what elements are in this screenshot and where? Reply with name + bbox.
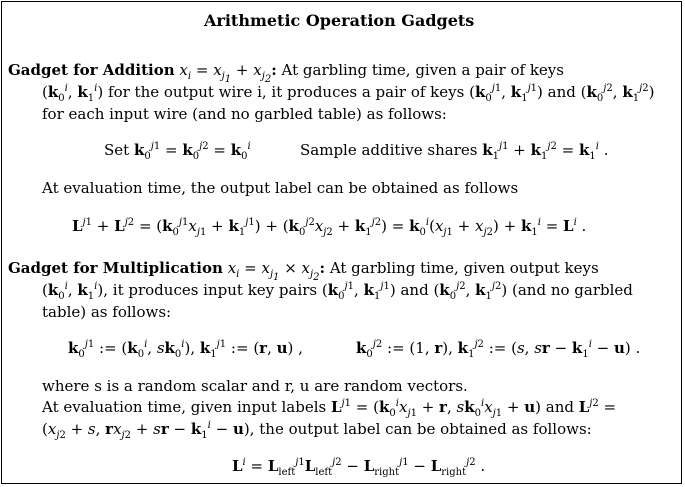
page-title: Arithmetic Operation Gadgets: [204, 11, 475, 30]
multiplication-output-equation: $L^i = L_{left}^{j1}L_{left}^{j2} - L_{right}^{j1} - L_{right}^{j2}$ .: [232, 457, 486, 478]
multiplication-eval-2: the output label can be obtained as follows:: [259, 420, 592, 438]
multiplication-heading: Gadget for Multiplication: [8, 259, 223, 277]
multiplication-line-2: ($k_0^i$, $k_1^i$), it produces input key pairs ($k_0^{j1}$, $k_1^{j1}$) and ($k_0^{j2}$, $k_1^{j2}$) (and no garbled: [42, 281, 633, 302]
multiplication-intro-2: it produces input key pairs: [112, 281, 318, 299]
addition-input-keys: ($k_0^{j1}$, $k_1^{j1}$) and ($k_0^{j2}$, $k_1^{j2}$): [469, 83, 655, 104]
addition-intro-3: for each input wire (and no garbled table) as follows:: [42, 105, 447, 123]
addition-output-keys: ($k_0^i$, $k_1^i$): [42, 83, 104, 104]
addition-eval-equation: $L^{j1} + L^{j2} = (k_0^{j1}x_{j1} + k_1^{j1}) + (k_0^{j2}x_{j2} + k_1^{j2}) = k_0^i(x_{j1} + x_{j2}) + k_1^i = L^i$ .: [72, 217, 587, 238]
multiplication-intro-3: (and no garbled: [512, 281, 633, 299]
addition-set-equation: Set $k_0^{j1} = k_0^{j2} = k_0^i$: [104, 141, 251, 162]
addition-formula: $x_i = x_{j_1} + x_{j_2}$:: [179, 61, 277, 85]
multiplication-formula: $x_i = x_{j_1} \times x_{j_2}$:: [227, 259, 326, 283]
addition-set-label: Set: [104, 141, 130, 159]
addition-intro-2: for the output wire i, it produces a pair of keys: [108, 83, 465, 101]
addition-eval-text: At evaluation time, the output label can be obtained as follows: [42, 179, 519, 197]
addition-line-2: [42, 82, 654, 103]
multiplication-eval-1: At evaluation time, given input labels: [42, 398, 327, 416]
addition-heading: Gadget for Addition: [8, 61, 175, 79]
multiplication-keys-equation-2: $k_0^{j2}$ := (1, r), $k_1^{j2}$ := (s, sr − $k_1^i - u$) .: [356, 339, 641, 360]
addition-line-1: [8, 60, 564, 85]
multiplication-line-1: [8, 258, 599, 283]
addition-intro-1: At garbling time, given a pair of keys: [281, 61, 564, 79]
addition-shares-label: Sample additive shares: [300, 141, 478, 159]
multiplication-intro-4: table) as follows:: [42, 303, 172, 321]
addition-shares-equation: Sample additive shares $k_1^{j1} + k_1^{j2} = k_1^i$ .: [300, 141, 609, 162]
multiplication-eval-line-2: ($x_{j2} + s$, $rx_{j2}$ + sr − $k_1^i - u$), the output label can be obtained as follows:: [42, 420, 592, 441]
multiplication-eval-line-1: At evaluation time, given input labels $L^{j1} = (k_0^ix_{j1} + r$, $sk_0^ix_{j1} + u$) and $L^{j2}$ =: [42, 398, 617, 419]
multiplication-keys-equation-1: $k_0^{j1}$ := ($k_0^i$, $sk_0^i$), $k_1^{j1}$ := (r, u) ,: [68, 339, 303, 360]
multiplication-where-text: where s is a random scalar and r, u are random vectors.: [42, 377, 468, 395]
multiplication-intro-1: At garbling time, given output keys: [329, 259, 599, 277]
